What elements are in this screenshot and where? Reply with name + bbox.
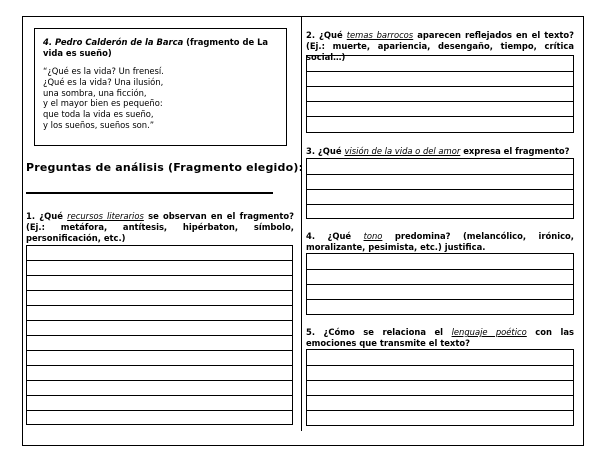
answer-line[interactable] [27,291,292,306]
poem-line: y el mayor bien es pequeño: [43,98,163,109]
poem-line: una sombra, una ficción, [43,87,147,98]
answer-line[interactable] [27,321,292,336]
answer-line[interactable] [27,276,292,291]
answer-line[interactable] [307,411,573,425]
question-5-pre: 5. ¿Cómo se relaciona el [306,327,452,337]
answer-box-5[interactable] [306,349,574,426]
question-5-post: con las emociones que transmite el texto? [306,327,574,348]
answer-box-1[interactable] [26,245,293,425]
answer-line[interactable] [27,396,292,411]
answer-line[interactable] [27,411,292,424]
answer-line[interactable] [307,270,573,285]
answer-line[interactable] [307,72,573,87]
poem-line: “¿Qué es la vida? Un frenesí. [43,66,164,76]
question-4 [306,231,574,253]
title-underline [26,192,273,194]
answer-line[interactable] [27,366,292,381]
question-5 [306,327,574,349]
answer-line[interactable] [307,396,573,411]
question-3-term: visión de la vida o del amor [344,146,461,156]
column-divider [301,16,302,431]
poem-fragment-label: (fragmento de [186,37,255,47]
question-1-pre: 1. ¿Qué [26,211,68,221]
question-1 [26,211,294,244]
question-2-post: aparecen reflejados en el texto? (Ej.: muerte, apariencia, desengaño, tiempo, crítica social…) [306,30,574,62]
question-4-pre: 4. ¿Qué [306,231,364,241]
question-3 [306,146,574,157]
answer-line[interactable] [307,300,573,314]
poem-work: La vida es sueño) [43,37,269,58]
question-3-pre: 3. ¿Qué [306,146,345,156]
answer-line[interactable] [27,306,292,321]
question-1-term: recursos literarios [67,211,144,221]
answer-line[interactable] [307,285,573,300]
answer-line[interactable] [307,117,573,132]
section-title: Preguntas de análisis (Fragmento elegido): [26,161,304,174]
poem-author: Pedro Calderón de la Barca [54,37,184,47]
question-2-term: temas barrocos [346,30,414,40]
answer-line[interactable] [27,336,292,351]
answer-line[interactable] [27,381,292,396]
answer-box-3[interactable] [306,158,574,219]
poem-line: que toda la vida es sueño, [43,109,154,120]
answer-box-2[interactable] [306,55,574,133]
poem-line: ¿Qué es la vida? Una ilusión, [43,76,164,87]
answer-line[interactable] [27,261,292,276]
answer-line[interactable] [307,175,573,190]
question-5-term: lenguaje poético [451,327,527,337]
answer-line[interactable] [307,56,573,72]
question-4-term: tono [363,231,383,241]
answer-line[interactable] [307,159,573,175]
answer-line[interactable] [307,381,573,396]
answer-line[interactable] [27,246,292,261]
answer-line[interactable] [307,87,573,102]
question-4-post: predomina? (melancólico, irónico, moralizante, pesimista, etc.) justifica. [306,231,574,252]
answer-line[interactable] [27,351,292,366]
question-1-post: se observan en el fragmento? (Ej.: metáfora, antítesis, hipérbaton, símbolo, personificación, etc.) [26,211,295,243]
answer-box-4[interactable] [306,253,574,315]
answer-line[interactable] [307,254,573,270]
answer-line[interactable] [307,190,573,205]
poem-line: y los sueños, sueños son.” [43,119,155,130]
poem-box [34,28,287,146]
answer-line[interactable] [307,366,573,381]
poem-title [43,37,280,59]
question-3-post: expresa el fragmento? [460,146,570,156]
answer-line[interactable] [307,205,573,218]
poem-lines [43,66,280,131]
answer-line[interactable] [307,102,573,117]
poem-number: 4. [43,37,53,47]
answer-line[interactable] [307,350,573,366]
question-2-pre: 2. ¿Qué [306,30,347,40]
